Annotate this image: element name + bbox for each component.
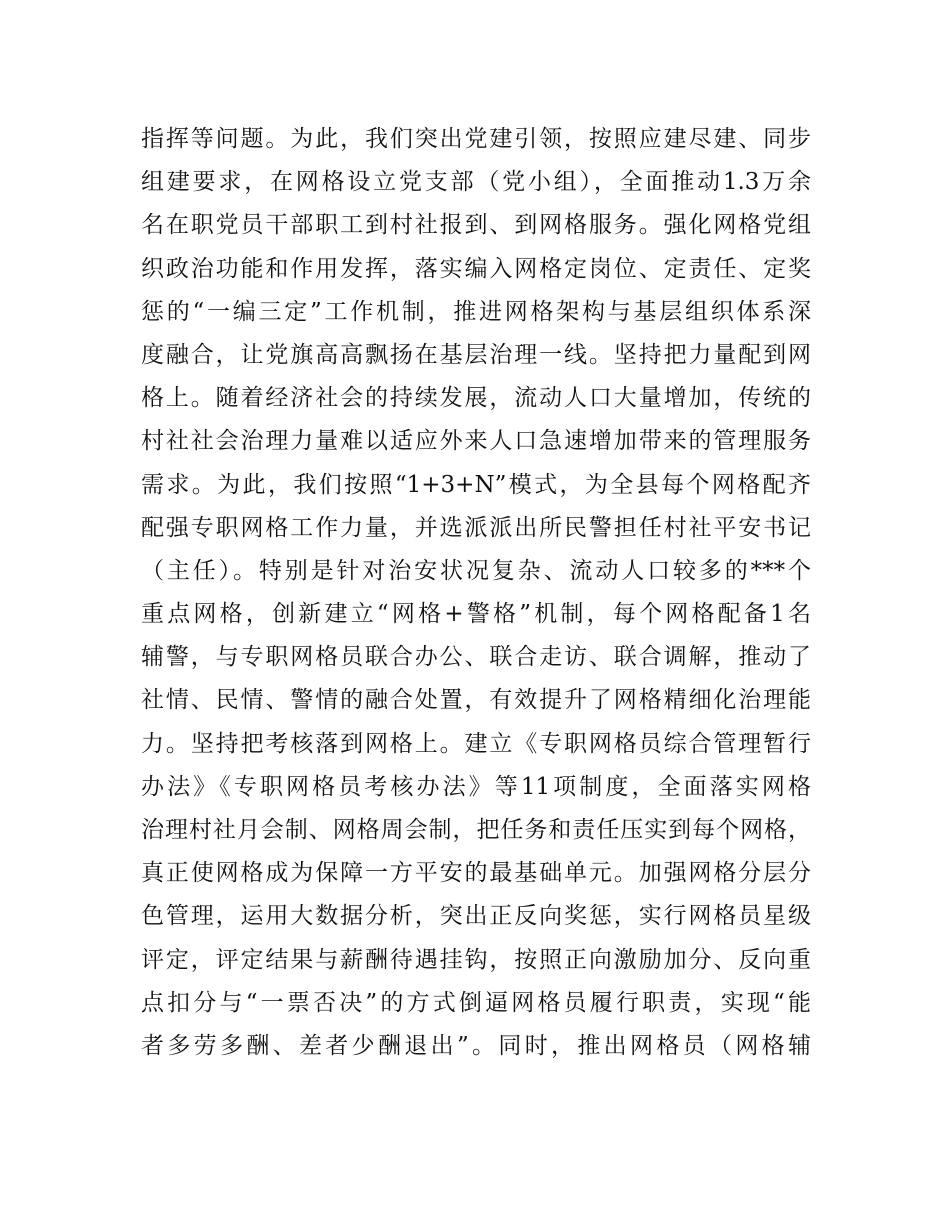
text-line: 治理村社月会制、网格周会制，把任务和责任压实到每个网格， <box>141 817 811 843</box>
text-line: 织政治功能和作用发挥，落实编入网格定岗位、定责任、定奖 <box>141 255 811 282</box>
text-line: 色管理，运用大数据分析，突出正反向奖惩，实行网格员星级 <box>141 903 811 930</box>
text-line: 配强专职网格工作力量，并选派派出所民警担任村社平安书记 <box>141 514 811 541</box>
text-line: 指挥等问题。为此，我们突出党建引领，按照应建尽建、同步 <box>141 126 811 152</box>
text-line: 组建要求，在网格设立党支部（党小组），全面推动1.3万余 <box>141 169 811 196</box>
text-line: 惩的“一编三定”工作机制，推进网格架构与基层组织体系深 <box>141 298 811 325</box>
text-line: （主任）。特别是针对治安状况复杂、流动人口较多的***个 <box>141 557 811 584</box>
text-line: 力。坚持把考核落到网格上。建立《专职网格员综合管理暂行 <box>141 730 811 757</box>
text-line: 重点网格，创新建立“网格+警格”机制，每个网格配备1名 <box>141 601 811 628</box>
text-line: 点扣分与“一票否决”的方式倒逼网格员履行职责，实现“能 <box>141 989 811 1016</box>
text-line: 名在职党员干部职工到村社报到、到网格服务。强化网格党组 <box>141 212 811 239</box>
text-line: 村社社会治理力量难以适应外来人口急速增加带来的管理服务 <box>141 428 811 455</box>
text-line: 办法》《专职网格员考核办法》等11项制度，全面落实网格 <box>141 773 811 800</box>
text-line: 评定，评定结果与薪酬待遇挂钩，按照正向激励加分、反向重 <box>141 946 811 973</box>
text-line: 度融合，让党旗高高飘扬在基层治理一线。坚持把力量配到网 <box>141 341 811 368</box>
text-line: 真正使网格成为保障一方平安的最基础单元。加强网格分层分 <box>141 860 811 887</box>
text-line: 格上。随着经济社会的持续发展，流动人口大量增加，传统的 <box>141 385 811 412</box>
text-line: 者多劳多酬、差者少酬退出”。同时，推出网格员（网格辅 <box>141 1032 811 1059</box>
text-line: 辅警，与专职网格员联合办公、联合走访、联合调解，推动了 <box>141 644 811 671</box>
text-line: 需求。为此，我们按照“1+3+N”模式，为全县每个网格配齐 <box>141 471 811 498</box>
text-line: 社情、民情、警情的融合处置，有效提升了网格精细化治理能 <box>141 687 811 714</box>
body-paragraph <box>141 118 811 1068</box>
